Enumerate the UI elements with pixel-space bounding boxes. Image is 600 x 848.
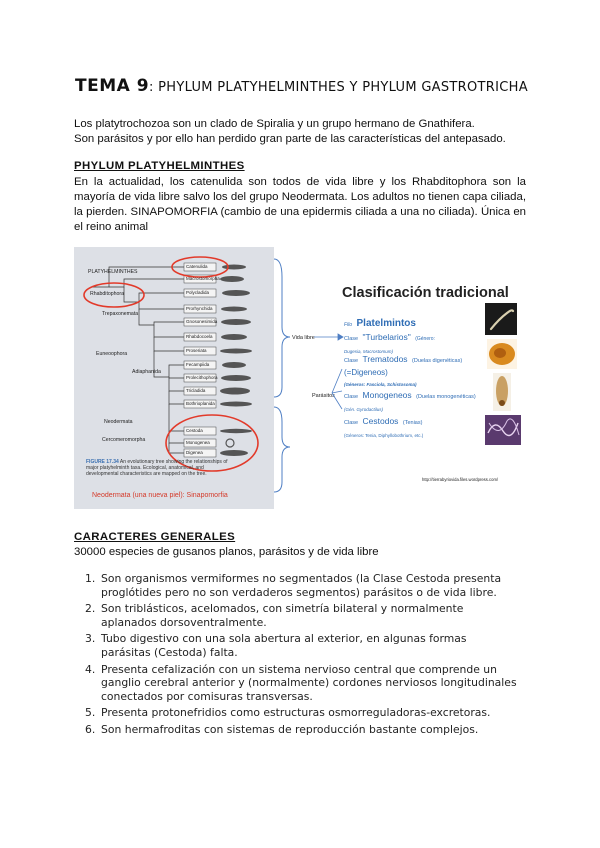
class-genera: (Gén. Gyrodactilus) — [344, 407, 384, 412]
figure-caption — [86, 459, 236, 477]
list-item-text: Son organismos vermiformes no segmentados (la Clase Cestoda presenta proglótides pero no son verdaderos segmentos) parásitos o de vida libre. — [101, 572, 502, 599]
intro-line-2: Son parásitos y por ello han perdido gran parte de las características del antepasado. — [74, 133, 506, 145]
class-prefix: Clase — [344, 420, 359, 426]
tree-root-label: PLATYHELMINTHES — [88, 269, 138, 275]
class-name: Monogeneos — [362, 390, 412, 400]
figure — [74, 247, 530, 509]
list-item — [79, 632, 519, 659]
list-item-text: Tubo digestivo con una sola abertura al exterior, en algunas formas parásitas (Cestoda) falta. — [101, 632, 467, 659]
taxon-label: Rhabdocoela — [186, 334, 213, 339]
section1-heading: PHYLUM PLATYHELMINTHES — [74, 160, 245, 172]
class-extra: (=Digeneos) — [344, 368, 388, 377]
neodermata-note: Neodermata (una nueva piel): Sinapomorfia — [92, 492, 228, 499]
figure-caption-number: FIGURE 17.34 — [86, 459, 119, 465]
figure-caption-text: An evolutionary tree showing the relationships of major platyhelminth taxa. Ecological, anatomical, and developmental characteristics are mapped on the tree. — [86, 459, 228, 477]
class-prefix: Clase — [344, 336, 359, 342]
phylogenetic-tree-panel — [74, 247, 274, 509]
taxon-label: Catenulida — [186, 264, 208, 269]
taxon-label: Gnosonesimida — [186, 319, 218, 324]
arrows-svg — [314, 331, 344, 421]
clade-adiaphanida: Adiaphanida — [132, 369, 161, 375]
clade-euneoophora: Euneoophora — [96, 351, 128, 357]
title-rest: : PHYLUM PLATYHELMINTHES Y PHYLUM GASTROTRICHA — [149, 80, 528, 95]
clade-cercomeromorpha: Cercomeromorpha — [102, 437, 146, 443]
class-name: Cestodos — [362, 416, 399, 426]
intro-line-1: Los platytrochozoa son un clado de Spiralia y un grupo hermano de Gnathifera. — [74, 118, 475, 130]
taxon-label: Prolecithophora — [186, 375, 218, 380]
taxon-label: Monogenea — [186, 440, 210, 445]
class-cestodos — [344, 415, 492, 440]
list-item-text: Son triblásticos, acelomados, con simetría bilateral y normalmente aplanados dorsoventralmente. — [101, 602, 464, 629]
class-genera: (Géneros: Tenia, Diphyllobothrium, etc.) — [344, 433, 424, 438]
taxon-label: Bothrioplanida — [186, 401, 215, 406]
taxon-label: Digenea — [186, 450, 203, 455]
section2-subtitle: 30000 especies de gusanos planos, parásitos y de vida libre — [74, 546, 379, 558]
class-name: Trematodos — [362, 354, 408, 364]
section1-paragraph: En la actualidad, los catenulida son todos de vida libre y los Rhabditophora son la mayoría de vida libre salvo los del grupo Neodermata. Los adultos no tienen capa ciliada, la pierden. SINAPOMORFIA (cambio de una epidermis ciliada a una no ciliada). Única en el reino animal — [74, 176, 526, 233]
class-monogeneos — [344, 389, 492, 414]
class-trematodos — [344, 353, 492, 389]
list-item-number: 2. — [85, 602, 96, 616]
list-item — [79, 706, 519, 720]
title-bold: TEMA 9 — [75, 76, 150, 96]
class-note: (Tenias) — [402, 420, 423, 426]
source-url: http://tierrabyriovida.files.wordpress.com/ — [422, 477, 499, 482]
organism-photos — [485, 303, 523, 445]
phylum-name: Platelmintos — [356, 318, 416, 329]
taxon-label: Polycladida — [186, 290, 210, 295]
clade-neodermata: Neodermata — [104, 419, 133, 425]
list-item — [79, 663, 519, 704]
list-item — [79, 572, 519, 599]
taxon-label: Fecampiida — [186, 362, 210, 367]
class-note: (Duelas digenéticas) — [412, 358, 463, 364]
parasitos-label: Parásitos — [312, 393, 335, 399]
class-note: (Duelas monogenéticas) — [416, 394, 476, 400]
list-item — [79, 602, 519, 629]
taxon-label: Proseriata — [186, 348, 207, 353]
clade-rhabditophora: Rhabditophora — [90, 291, 125, 297]
phylum-prefix: Filo — [344, 322, 353, 328]
list-item — [79, 723, 519, 737]
taxon-label: Cestoda — [186, 428, 203, 433]
class-prefix: Clase — [344, 394, 359, 400]
list-item-number: 5. — [85, 706, 96, 720]
list-item-text: Son hermafroditas con sistemas de reproducción bastante complejos. — [101, 722, 479, 736]
vida-libre-label: Vida libre — [292, 335, 315, 341]
taxon-label: Prorhynchida — [186, 306, 213, 311]
class-genera: (Géneros: Fasciola, Schistosoma) — [344, 382, 417, 387]
class-genera: Dugesia, Macrostomum) — [344, 349, 394, 354]
taxon-label: Tricladida — [186, 388, 206, 393]
class-name: "Turbelarios" — [362, 332, 411, 342]
list-item-number: 1. — [85, 572, 96, 585]
section2-heading: CARACTERES GENERALES — [74, 531, 236, 543]
clade-trepaxonemata: Trepaxonemata — [102, 311, 139, 317]
taxon-label: Macrostomorpha — [186, 276, 220, 281]
class-note: (Género: — [415, 336, 435, 342]
list-item-text: Presenta cefalización con un sistema nervioso central que comprende un ganglio cerebral anterior y (normalmente) cordones nerviosos longitudinales conectados por comisuras transversas. — [101, 662, 517, 703]
page-title — [75, 76, 528, 96]
brackets-svg — [270, 257, 300, 497]
class-prefix: Clase — [344, 358, 359, 364]
list-item-text: Presenta protonefridios como estructuras osmorreguladoras-excretoras. — [101, 706, 491, 720]
classification-title: Clasificación tradicional — [342, 285, 509, 301]
list-item-number: 3. — [85, 632, 96, 646]
characteristics-list — [79, 572, 519, 740]
list-item-number: 4. — [85, 662, 96, 676]
list-item-number: 6. — [85, 722, 96, 736]
phylum-row — [344, 313, 416, 331]
